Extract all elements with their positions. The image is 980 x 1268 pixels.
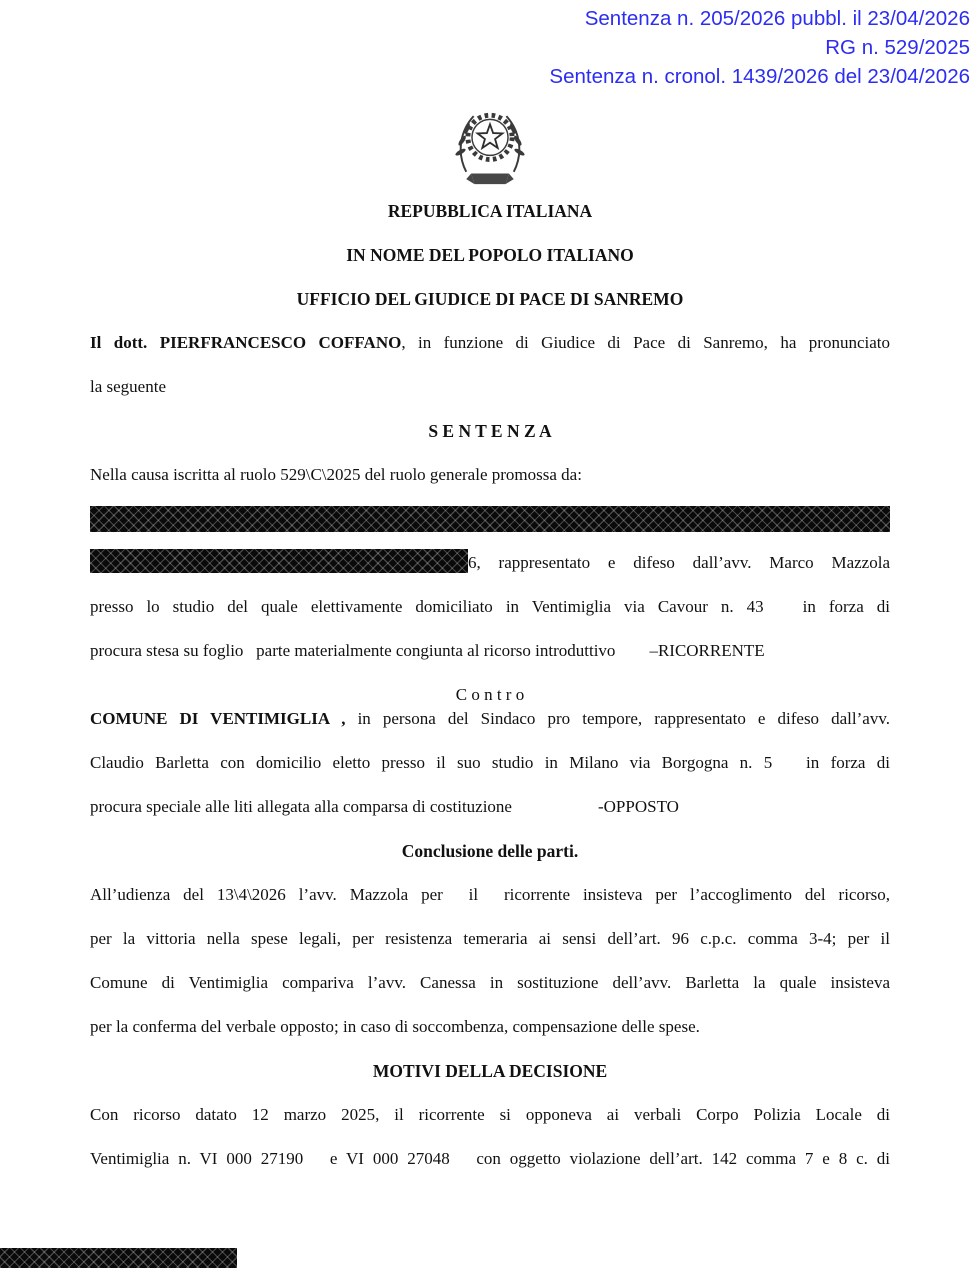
emblem-graphic: [449, 103, 531, 189]
heading-repubblica-italiana: REPUBBLICA ITALIANA: [387, 201, 593, 221]
italian-republic-emblem: [0, 103, 980, 189]
causa-line: Nella causa iscritta al ruolo 529\C\2025 del ruolo generale promossa da:: [90, 465, 582, 484]
heading-motivi-della-decisione: MOTIVI DELLA DECISIONE: [372, 1061, 608, 1081]
party-label-ricorrente: –RICORRENTE: [649, 641, 765, 660]
intro-line-1-rest: , in funzione di Giudice di Pace di Sanremo, ha pronunciato: [401, 333, 890, 352]
ricorrente-line-2: presso lo studio del quale elettivamente domiciliato in Ventimiglia via Cavour n. 43 in forza di: [90, 597, 890, 616]
stamp-line-publication: Sentenza n. 205/2026 pubbl. il 23/04/2026: [584, 7, 970, 30]
intro-line-2: la seguente: [90, 377, 166, 396]
ricorrente-line-1-text: 6, rappresentato e difeso dall’avv. Marco Mazzola: [468, 553, 890, 572]
judge-name: Il dott. PIERFRANCESCO COFFANO: [90, 333, 402, 352]
redaction-bar-full: [90, 506, 890, 532]
ricorrente-line-3-text: procura stesa su foglio parte materialmente congiunta al ricorso introduttivo: [90, 641, 616, 660]
opposto-line-3-text: procura speciale alle liti allegata alla comparsa di costituzione: [90, 797, 512, 816]
heading-ufficio-giudice-di-pace: UFFICIO DEL GIUDICE DI PACE DI SANREMO: [296, 289, 684, 309]
text-line: per la conferma del verbale opposto; in caso di soccombenza, compensazione delle spese.: [90, 1017, 700, 1036]
opposto-line-2: Claudio Barletta con domicilio eletto presso il suo studio in Milano via Borgogna n. 5 in forza di: [90, 753, 890, 772]
opposto-line-1: [90, 697, 890, 741]
opposto-party-name: COMUNE DI VENTIMIGLIA ,: [90, 709, 346, 728]
document-body: [90, 189, 890, 1181]
motivi-paragraph: [90, 1093, 890, 1181]
opposto-paragraph: [90, 697, 890, 829]
ricorrente-line-1: [90, 541, 890, 585]
text-line: per la vittoria nella spese legali, per resistenza temeraria ai sensi dell’art. 96 c.p.c. comma 3-4; per il: [90, 929, 890, 948]
stamp-line-rg-number: RG n. 529/2025: [825, 36, 970, 59]
intro-line-1: [90, 321, 890, 365]
text-line: All’udienza del 13\4\2026 l’avv. Mazzola per il ricorrente insisteva per l’accoglimento del ricorso,: [90, 885, 890, 904]
text-line: Comune di Ventimiglia compariva l’avv. Canessa in sostituzione dell’avv. Barletta la quale insisteva: [90, 973, 890, 992]
filing-stamp: [0, 0, 980, 91]
heading-conclusione-delle-parti: Conclusione delle parti.: [401, 841, 579, 861]
ricorrente-line-3: [90, 629, 890, 673]
heading-in-nome-del-popolo: IN NOME DEL POPOLO ITALIANO: [346, 245, 634, 265]
text-line: Con ricorso datato 12 marzo 2025, il ricorrente si opponeva ai verbali Corpo Polizia Locale di: [90, 1105, 890, 1124]
heading-contro: C o n t r o: [455, 685, 525, 704]
party-label-opposto: -OPPOSTO: [597, 797, 679, 816]
heading-sentenza: S E N T E N Z A: [428, 421, 552, 441]
intro-paragraph: [90, 321, 890, 409]
stamp-line-chronological: Sentenza n. cronol. 1439/2026 del 23/04/2026: [549, 65, 970, 88]
redaction-bar-bottom: [0, 1248, 237, 1268]
opposto-line-3: [90, 785, 890, 829]
text-line: Ventimiglia n. VI 000 27190 e VI 000 27048 con oggetto violazione dell’art. 142 comma 7 e 8 c. di: [90, 1149, 890, 1168]
opposto-line-1-rest: in persona del Sindaco pro tempore, rappresentato e difeso dall’avv.: [345, 709, 890, 728]
ricorrente-paragraph: [90, 541, 890, 673]
conclusioni-paragraph: [90, 873, 890, 1049]
redaction-bar-inline: [90, 549, 468, 573]
